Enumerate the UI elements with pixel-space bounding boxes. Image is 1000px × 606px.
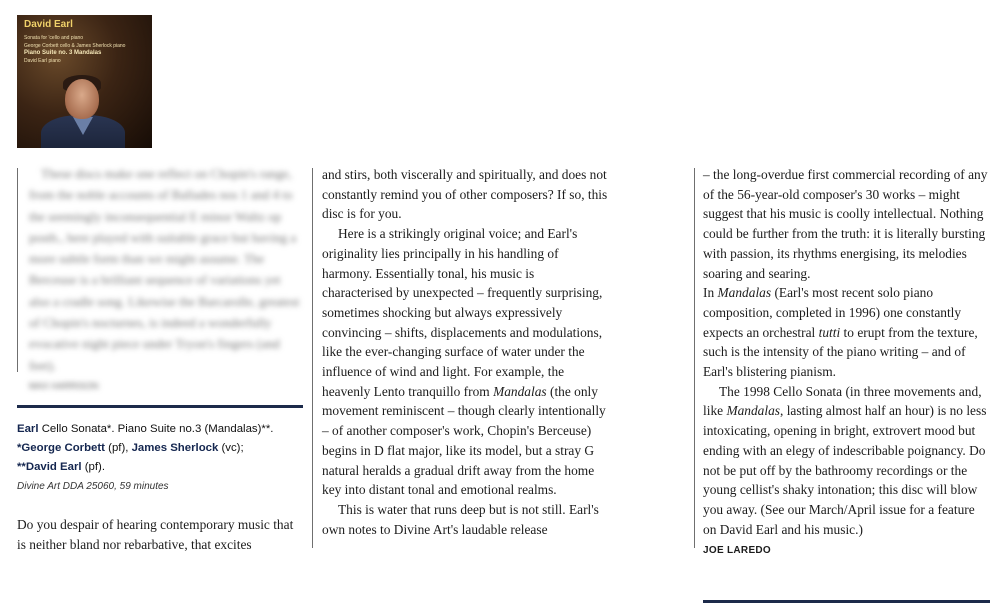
performer-corbett-instrument: (pf),	[104, 442, 132, 454]
previous-review-byline: MAX HARRISON	[29, 380, 99, 391]
entry-composer: Earl	[17, 423, 39, 435]
paragraph-5-mandalas: Mandalas	[726, 403, 781, 419]
album-performers-1: George Corbett cello & James Sherlock piano	[24, 43, 126, 49]
performer-sherlock-instrument: (vc);	[218, 442, 244, 454]
paragraph-4-tutti: tutti	[818, 324, 841, 340]
review-paragraph-5	[703, 382, 991, 540]
review-paragraph-3: This is water that runs deep but is not still. Earl's own notes to Divine Art's laudable release	[322, 501, 599, 537]
entry-line-3	[17, 458, 302, 477]
column-rule-2	[694, 168, 695, 548]
review-column-3	[703, 165, 991, 561]
paragraph-4-mandalas: Mandalas	[717, 285, 772, 301]
entry-top-rule	[17, 405, 303, 408]
disc-entry	[17, 420, 302, 496]
entry-line-2	[17, 439, 302, 458]
paragraph-4-part-c: to erupt from the texture, such is the intensity of the piano writing – and of Earl's blistering pianism.	[703, 324, 978, 380]
entry-label: Divine Art DDA 25060, 59 minutes	[17, 481, 169, 492]
review-paragraph-3-cont: – the long-overdue first commercial recording of any of the 56-year-old composer's 30 works – might suggest that his music is coolly intellectual. Nothing could be further from the truth: it is literally bursting with passion, its rhythms energising, its melodies soaring and searing.	[703, 167, 988, 281]
paragraph-2-part-b: (the only movement reminiscent – though clearly intentionally – of another composer's work, Chopin's Berceuse) begins in D flat major, like its model, but a stray G natural heralds a gradual drift away from the home key into distant tonal and emotional realms.	[322, 383, 606, 498]
paragraph-5-part-b: , lasting almost half an hour) is no less intoxicating, opening in bright, extrovert mood but ending with an elegy of indescribable poignancy. Do not be put off by the bathroomy recordings or the young cellist's shaky intonation; this disc will blow you away. (See our March/April issue for a feature on David Earl and his music.)	[703, 403, 987, 537]
review-byline: JOE LAREDO	[703, 545, 772, 557]
column-rule-1	[312, 168, 313, 548]
performer-earl-instrument: (pf).	[81, 461, 106, 473]
entry-line-1	[17, 420, 302, 439]
review-paragraph-2	[322, 224, 608, 500]
portrait-face	[65, 79, 99, 119]
album-title-1: Sonata for 'cello and piano	[24, 35, 84, 41]
review-column-2	[322, 165, 608, 539]
review-paragraph-4	[703, 283, 991, 382]
review-column-1	[17, 515, 304, 554]
previous-review	[29, 163, 301, 397]
album-performers-2: David Earl piano	[24, 58, 61, 64]
paragraph-2-part-a: Here is a strikingly original voice; and Earl's originality lies principally in his handling of harmony. Essentially tonal, his music is characterised by unexpected – frequently surprising, sometimes shocking but always expressively convincing – shifts, displacements and modulations, like the ever-changing surface of water under the influence of wind and light. For example, the heavenly Lento tranquillo from	[322, 226, 603, 399]
previous-review-text: These discs make one reflect on Chopin's range, from the noble accounts of Ballades nos 1 and 4 to the seemingly inconsequential E minor Waltz op posth., here played with suitable grace but having a more subtle form than we might assume. The Berceuse is a brilliant sequence of variations yet also a cradle song. Likewise the Barcarolle, greatest of Chopin's nocturnes, is indeed a wonderfully evocative night piece under Tryon's fingers (and feet).	[29, 166, 300, 373]
review-paragraph-1-cont: and stirs, both viscerally and spiritually, and does not constantly remind you of other composers? If so, this disc is for you.	[322, 167, 608, 222]
album-cover	[17, 15, 152, 148]
performer-sherlock: James Sherlock	[131, 442, 219, 454]
paragraph-2-mandalas: Mandalas	[493, 383, 547, 399]
performer-earl: **David Earl	[17, 461, 82, 473]
paragraph-4-part-a: In	[703, 285, 718, 301]
paragraph-4-part-b: (Earl's most recent solo piano composition, completed in 1996) one constantly expects an orchestral	[703, 285, 962, 340]
column-rule-left	[17, 168, 18, 372]
performer-corbett: *George Corbett	[17, 442, 105, 454]
paragraph-5-part-a: The 1998 Cello Sonata (in three movements and, like	[703, 383, 982, 419]
review-paragraph-1: Do you despair of hearing contemporary music that is neither bland nor rebarbative, that excites	[17, 517, 294, 552]
album-artist: David Earl	[24, 19, 73, 30]
album-title-2: Piano Suite no. 3 Mandalas	[24, 50, 102, 56]
entry-works: Cello Sonata*. Piano Suite no.3 (Mandalas)**.	[38, 423, 274, 435]
bottom-rule	[703, 600, 990, 603]
